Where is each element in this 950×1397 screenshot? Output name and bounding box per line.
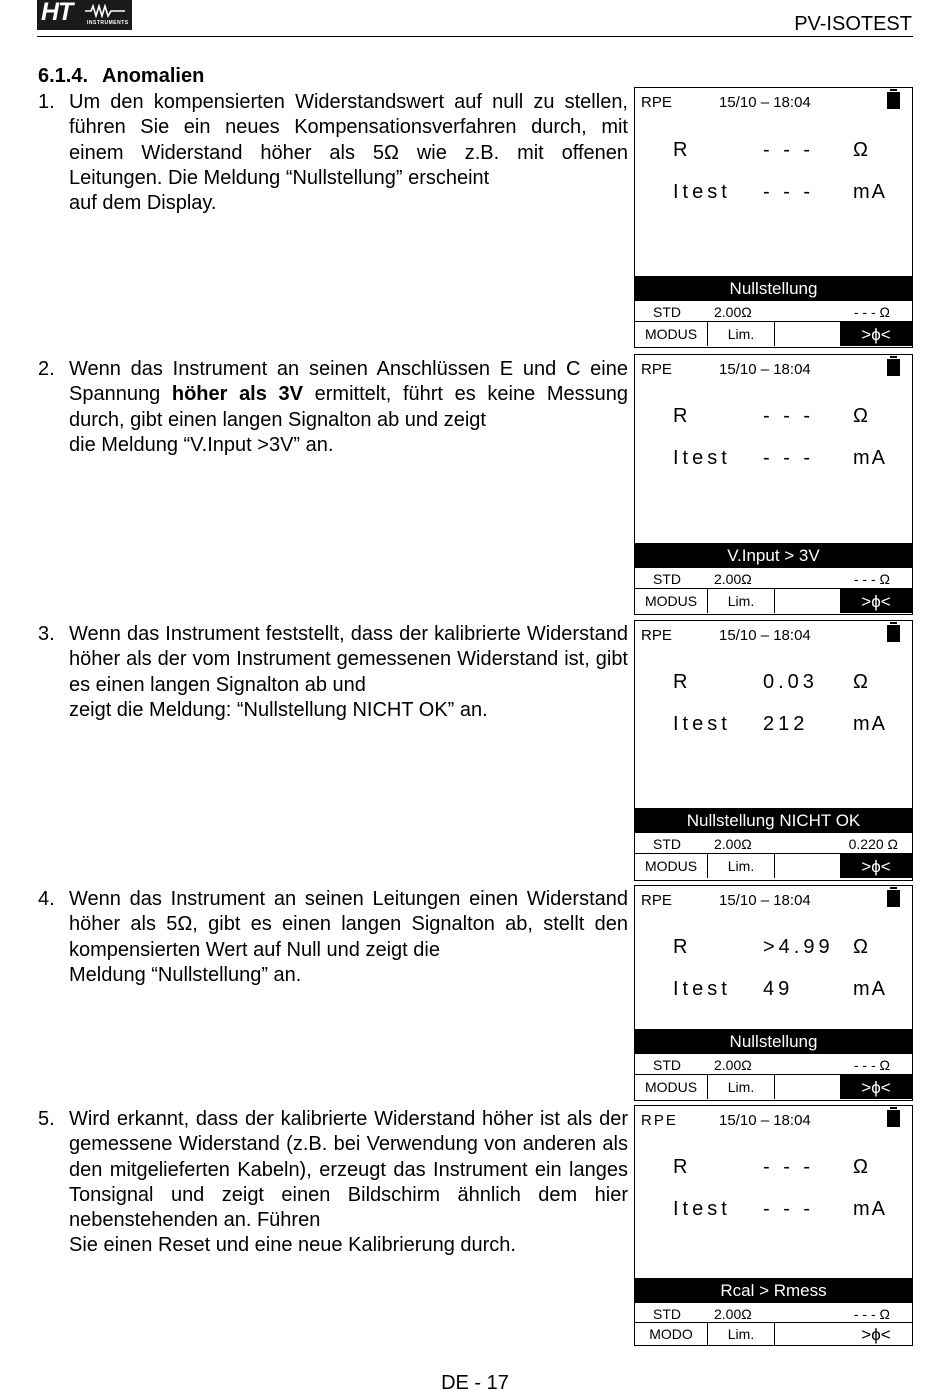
softkey-bar: [635, 1322, 912, 1345]
r-unit: Ω: [853, 936, 870, 958]
zero-softkey[interactable]: >ϕ<: [840, 589, 912, 613]
itest-value: - - -: [763, 1198, 815, 1220]
item-text: Wenn das Instrument feststellt, dass der kalibrierte Widerstand höher als der vom Instrument gemessenen Widerstand ist, gibt es einen langen Signalton ab und zeigt die Meldung: “Nullstellung NICHT OK” an.: [69, 623, 628, 721]
screen-mode: RPE: [641, 627, 672, 644]
lim-softkey[interactable]: Lim.: [708, 1075, 775, 1099]
screen-datetime: 15/10 – 18:04: [719, 1112, 811, 1129]
item-text: Wird erkannt, dass der kalibrierte Widerstand höher ist als der gemessene Widerstand (z.B. bei Verwendung von anderen als den mitgelieferten Kabeln), erzeugt das Instrument ein langes Tonsignal und zeigt einen Bildschirm ähnlich dem hier nebenstehenden an. Führen Sie einen Reset und eine neue Kalibrierung durch.: [69, 1108, 628, 1257]
itest-value: - - -: [763, 181, 815, 203]
modus-softkey[interactable]: MODUS: [635, 322, 708, 346]
zero-softkey[interactable]: >ϕ<: [840, 1323, 912, 1345]
r-label: R: [673, 671, 692, 693]
modus-softkey[interactable]: MODUS: [635, 854, 708, 878]
header-rule: [37, 36, 913, 37]
logo-wave-icon: [85, 4, 125, 18]
modus-softkey[interactable]: MODUS: [635, 589, 708, 613]
status-message: Nullstellung: [635, 1029, 912, 1053]
modo-softkey[interactable]: MODO: [635, 1323, 708, 1345]
item-number: 4.: [38, 888, 55, 910]
list-item: [38, 357, 628, 458]
battery-icon: [887, 625, 900, 642]
zero-softkey[interactable]: >ϕ<: [840, 854, 912, 878]
std-row: STD 2.00Ω - - - Ω: [635, 1053, 912, 1074]
r-value: - - -: [763, 405, 815, 427]
r-unit: Ω: [853, 1156, 870, 1178]
ht-logo: [37, 0, 132, 30]
status-message: Rcal > Rmess: [635, 1278, 912, 1302]
item-text: Wenn das Instrument an seinen Anschlüssen E und C eine Spannung höher als 3V ermittelt, führt es keine Messung durch, gibt einen langen Signalton ab und zeigt die Meldung “V.Input >3V” an.: [69, 358, 629, 456]
list-item: [38, 1107, 628, 1259]
softkey-bar: [635, 588, 912, 613]
r-value: - - -: [763, 1156, 815, 1178]
lim-softkey[interactable]: Lim.: [708, 322, 775, 346]
section-heading: Anomalien: [102, 65, 205, 87]
display-screen: [634, 1105, 913, 1346]
list-item: [38, 887, 628, 988]
itest-value: 49: [763, 978, 794, 1000]
itest-unit: mA: [853, 447, 887, 469]
itest-unit: mA: [853, 713, 887, 735]
itest-label: Itest: [673, 713, 731, 735]
r-label: R: [673, 1156, 692, 1178]
screen-datetime: 15/10 – 18:04: [719, 892, 811, 909]
itest-label: Itest: [673, 181, 731, 203]
item-number: 3.: [38, 623, 55, 645]
display-screen: [634, 620, 913, 881]
modus-softkey[interactable]: MODUS: [635, 1075, 708, 1099]
r-value: 0.03: [763, 671, 818, 693]
battery-icon: [887, 92, 900, 109]
status-message: V.Input > 3V: [635, 543, 912, 567]
list-item: [38, 90, 628, 216]
softkey-bar: [635, 853, 912, 878]
section-title: [38, 65, 204, 88]
r-unit: Ω: [853, 671, 870, 693]
lim-softkey[interactable]: Lim.: [708, 854, 775, 878]
itest-label: Itest: [673, 447, 731, 469]
std-row: STD 2.00Ω - - - Ω: [635, 300, 912, 321]
item-number: 2.: [38, 358, 55, 380]
r-value: - - -: [763, 139, 815, 161]
itest-value: 212: [763, 713, 809, 735]
document-name: PV-ISOTEST: [794, 13, 912, 35]
itest-value: - - -: [763, 447, 815, 469]
itest-label: Itest: [673, 1198, 731, 1220]
item-text: Um den kompensierten Widerstandswert auf null zu stellen, führen Sie ein neues Kompensationsverfahren durch, mit einem Widerstand höher als 5Ω wie z.B. mit offenen Leitungen. Die Meldung “Nullstellung” erscheint auf dem Display.: [69, 91, 628, 215]
display-screen: [634, 354, 913, 615]
itest-unit: mA: [853, 181, 887, 203]
r-unit: Ω: [853, 405, 870, 427]
item-number: 5.: [38, 1108, 55, 1130]
r-value: >4.99: [763, 936, 834, 958]
screen-mode: RPE: [641, 94, 672, 111]
std-row: STD 2.00Ω 0.220 Ω: [635, 832, 912, 853]
r-label: R: [673, 405, 692, 427]
page-number: DE - 17: [441, 1372, 509, 1394]
softkey-bar: [635, 321, 912, 346]
r-label: R: [673, 139, 692, 161]
battery-icon: [887, 890, 900, 907]
logo-text: HT: [41, 0, 73, 26]
itest-label: Itest: [673, 978, 731, 1000]
lim-softkey[interactable]: Lim.: [708, 1323, 775, 1345]
r-label: R: [673, 936, 692, 958]
status-message: Nullstellung: [635, 276, 912, 300]
item-text: Wenn das Instrument an seinen Leitungen einen Widerstand höher als 5Ω, gibt es einen langen Signalton ab, stellt den kompensierten Wert auf Null und zeigt die Meldung “Nullstellung” an.: [69, 888, 628, 986]
zero-softkey[interactable]: >ϕ<: [840, 1075, 912, 1099]
battery-icon: [887, 359, 900, 376]
itest-unit: mA: [853, 1198, 887, 1220]
zero-softkey[interactable]: >ϕ<: [840, 322, 912, 346]
logo-subtext: INSTRUMENTS: [87, 20, 129, 26]
screen-datetime: 15/10 – 18:04: [719, 627, 811, 644]
section-number: 6.1.4.: [38, 65, 89, 87]
screen-mode: RPE: [641, 1112, 678, 1129]
battery-icon: [887, 1110, 900, 1127]
screen-mode: RPE: [641, 361, 672, 378]
list-item: [38, 622, 628, 723]
screen-mode: RPE: [641, 892, 672, 909]
display-screen: [634, 87, 913, 348]
itest-unit: mA: [853, 978, 887, 1000]
screen-datetime: 15/10 – 18:04: [719, 94, 811, 111]
display-screen: [634, 885, 913, 1101]
r-unit: Ω: [853, 139, 870, 161]
std-row: STD 2.00Ω - - - Ω: [635, 1302, 912, 1323]
std-row: STD 2.00Ω - - - Ω: [635, 567, 912, 588]
status-message: Nullstellung NICHT OK: [635, 808, 912, 832]
softkey-bar: [635, 1074, 912, 1099]
item-number: 1.: [38, 91, 55, 113]
lim-softkey[interactable]: Lim.: [708, 589, 775, 613]
screen-datetime: 15/10 – 18:04: [719, 361, 811, 378]
